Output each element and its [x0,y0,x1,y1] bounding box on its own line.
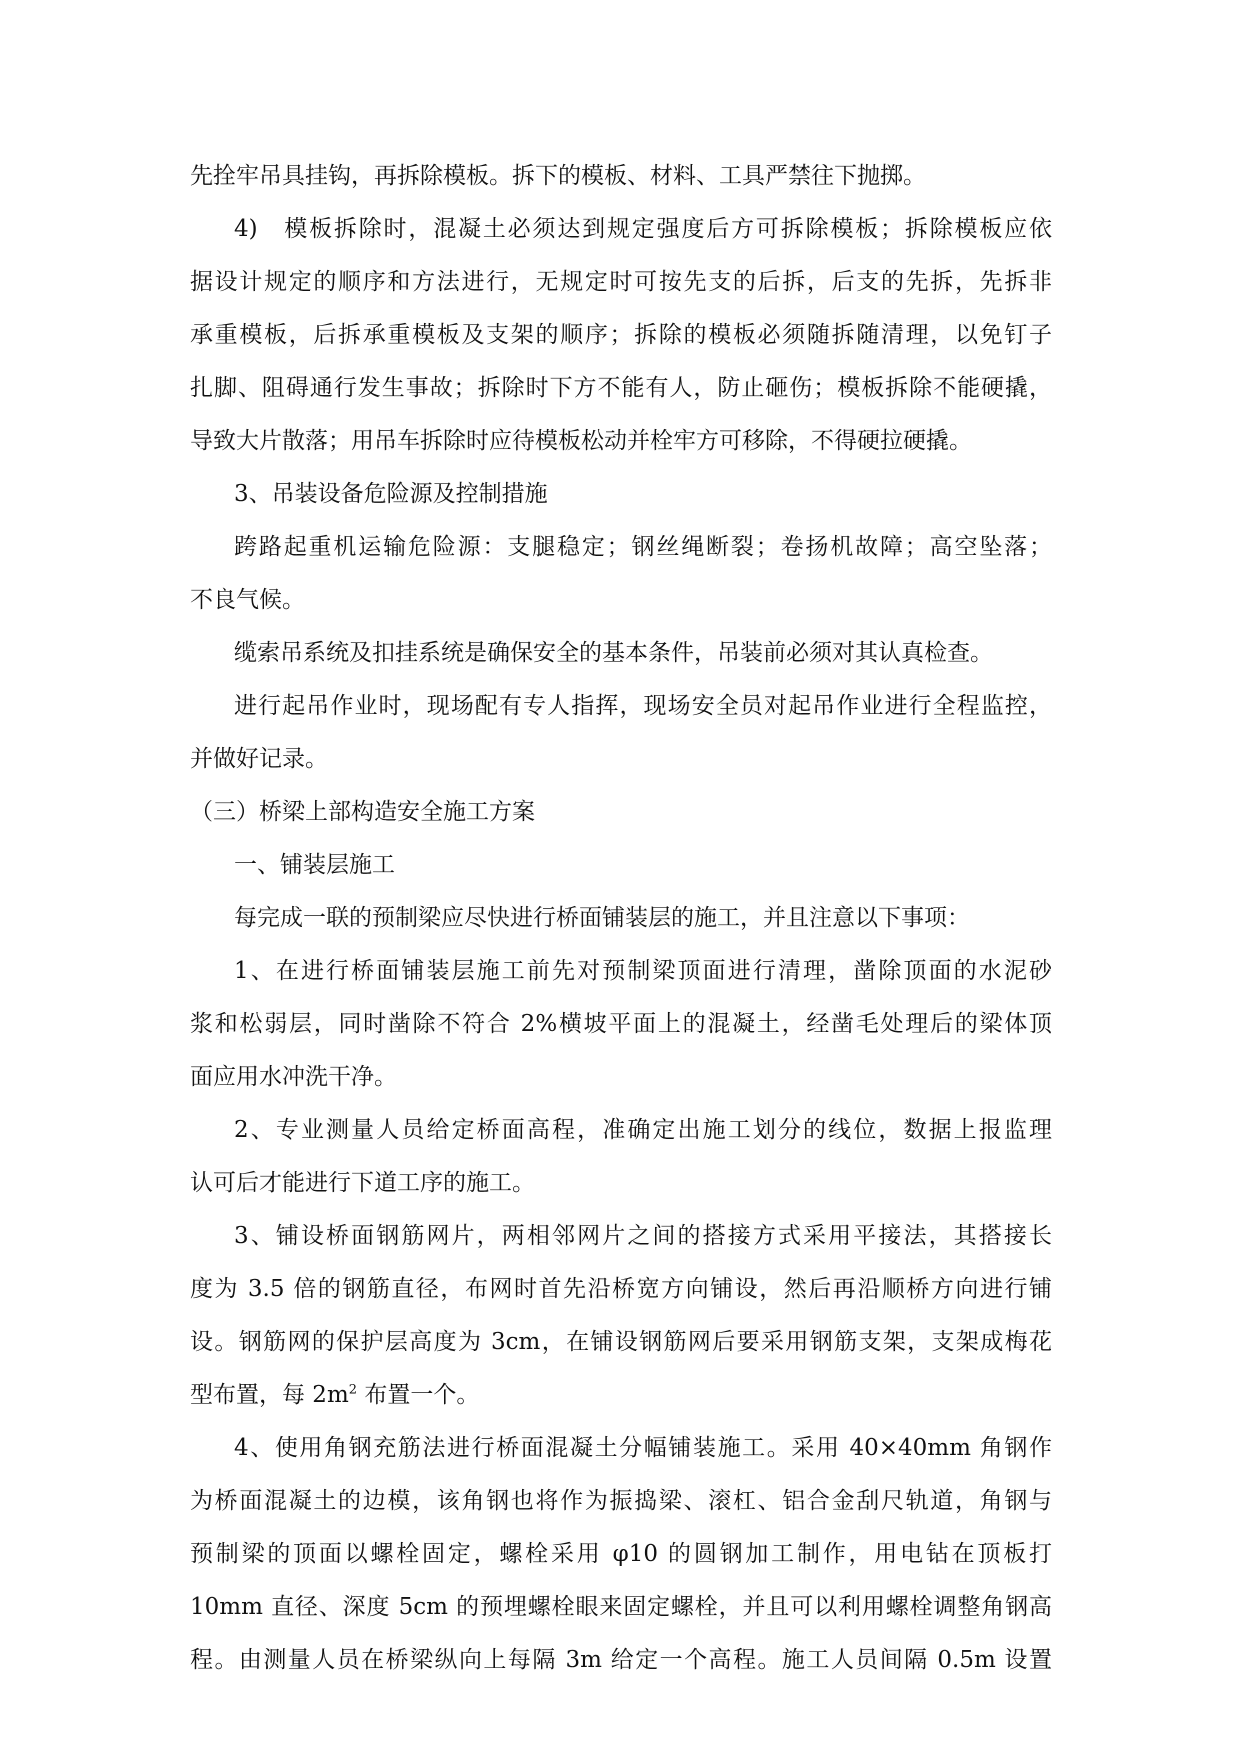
text-line: 10mm 直径、深度 5cm 的预埋螺栓眼来固定螺栓，并且可以利用螺栓调整角钢高 [190,1594,1052,1620]
text-line: 2、专业测量人员给定桥面高程，准确定出施工划分的线位，数据上报监理 [234,1117,1052,1143]
text-line: 1、在进行桥面铺装层施工前先对预制梁顶面进行清理，凿除顶面的水泥砂 [234,958,1052,984]
section-heading: 3、吊装设备危险源及控制措施 [234,481,548,507]
text-line: 程。由测量人员在桥梁纵向上每隔 3m 给定一个高程。施工人员间隔 0.5m 设置 [190,1647,1052,1673]
text-line: 浆和松弱层，同时凿除不符合 2%横坡平面上的混凝土，经凿毛处理后的梁体顶 [190,1011,1052,1037]
text-line: 每完成一联的预制梁应尽快进行桥面铺装层的施工，并且注意以下事项： [234,905,970,931]
text-line: 预制梁的顶面以螺栓固定，螺栓采用 φ10 的圆钢加工制作，用电钻在顶板打 [190,1541,1052,1567]
text-line: 据设计规定的顺序和方法进行，无规定时可按先支的后拆，后支的先拆，先拆非 [190,269,1052,295]
text-line: 为桥面混凝土的边模，该角钢也将作为振捣梁、滚杠、铝合金刮尺轨道，角钢与 [190,1488,1052,1514]
text-line: 度为 3.5 倍的钢筋直径，布网时首先沿桥宽方向铺设，然后再沿顺桥方向进行铺 [190,1276,1052,1302]
text-line: 并做好记录。 [190,746,328,772]
text-line: 3、铺设桥面钢筋网片，两相邻网片之间的搭接方式采用平接法，其搭接长 [234,1223,1052,1249]
text-line: 先拴牢吊具挂钩，再拆除模板。拆下的模板、材料、工具严禁往下抛掷。 [190,163,926,189]
text-line: 进行起吊作业时，现场配有专人指挥，现场安全员对起吊作业进行全程监控， [234,693,1052,719]
text-line: 4、使用角钢充筋法进行桥面混凝土分幅铺装施工。采用 40×40mm 角钢作 [234,1435,1052,1461]
document-body [190,150,1052,1687]
text-line: 认可后才能进行下道工序的施工。 [190,1170,535,1196]
text-line: 面应用水冲洗干净。 [190,1064,397,1090]
text-line: 跨路起重机运输危险源：支腿稳定；钢丝绳断裂；卷扬机故障；高空坠落； [234,534,1052,560]
text-line: 扎脚、阻碍通行发生事故；拆除时下方不能有人，防止砸伤；模板拆除不能硬撬， [190,375,1052,401]
text-line: 承重模板，后拆承重模板及支架的顺序；拆除的模板必须随拆随清理，以免钉子 [190,322,1052,348]
text-line [190,1369,1052,1422]
text-line: 4) 模板拆除时，混凝土必须达到规定强度后方可拆除模板；拆除模板应依 [234,216,1052,242]
text-span: 型布置，每 2m [190,1382,349,1408]
chapter-heading: （三）桥梁上部构造安全施工方案 [190,799,535,825]
text-line: 设。钢筋网的保护层高度为 3cm，在铺设钢筋网后要采用钢筋支架，支架成梅花 [190,1329,1052,1355]
text-line: 缆索吊系统及扣挂系统是确保安全的基本条件，吊装前必须对其认真检查。 [234,640,993,666]
superscript: 2 [348,1382,358,1398]
text-line: 不良气候。 [190,587,305,613]
text-span: 布置一个。 [357,1382,480,1408]
text-line: 导致大片散落；用吊车拆除时应待模板松动并栓牢方可移除，不得硬拉硬撬。 [190,428,972,454]
section-heading: 一、铺装层施工 [234,852,395,878]
